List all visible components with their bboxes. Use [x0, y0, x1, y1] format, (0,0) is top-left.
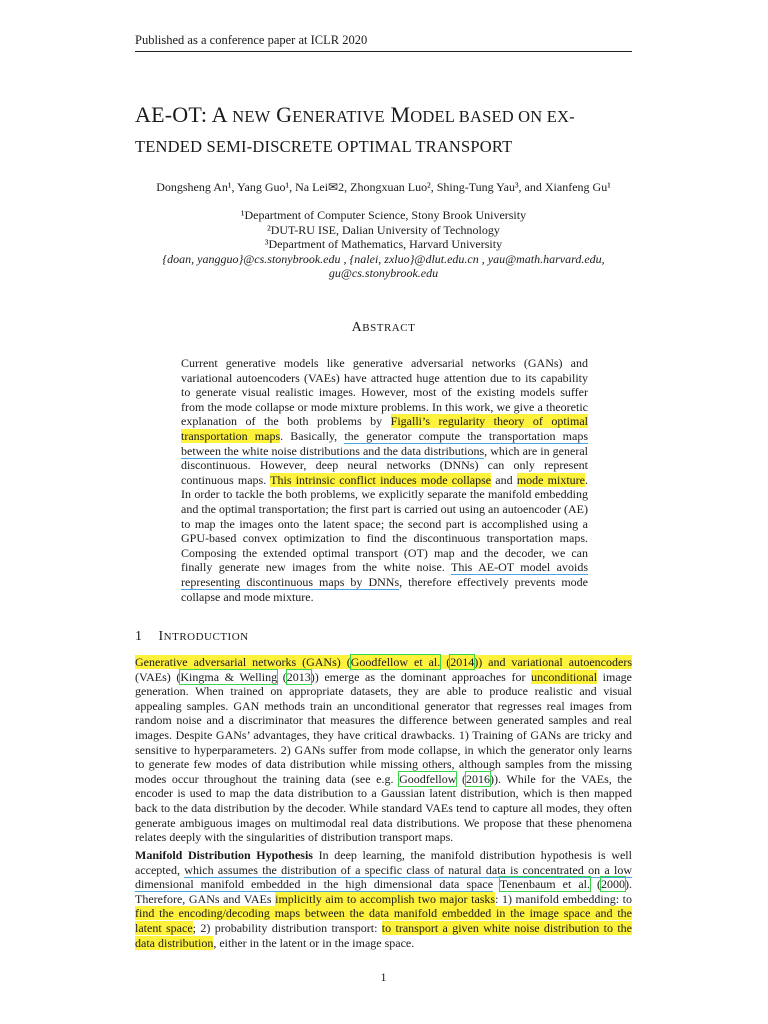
intro-paragraph: Generative adversarial networks (GANs) (Goodfellow et al. (2014)) and variational autoencoders (VAEs) (Kingma & Welling (2013)) emerge as the dominant approaches for unconditional image generation. When trained on appropriate datasets, they are able to produce realistic and visual appealing samples. GAN methods train an unconditional generator that regresses real images from random noise and a discriminator that measures the difference between generated samples and real images. Despite GANs’ advantages, they have critical drawbacks. 1) Training of GANs are tricky and sensitive to hyperparameters. 2) GANs suffer from mode collapse, in which the generator only learns to generate few modes of data distribution while missing others, although samples from the missing modes occur throughout the training data (see e.g. Goodfellow (2016)). While for the VAEs, the encoder is used to map the data distribution to a Gaussian latent distribution, which is then mapped back to the data distribution by the decoder. While standard VAEs tend to capture all modes, they often generate ambiguous images on multimodal real data distributions. We propose that these phenomena relates deeply with the singularities of distribution transport maps. [135, 655, 632, 845]
highlight: find the encoding/decoding maps between the data manifold embedded in the image space and the latent space [135, 906, 632, 935]
title-line-1: AE-OT: A NEW GENERATIVE MODEL BASED ON EX- [135, 102, 575, 127]
affiliations [135, 208, 632, 281]
running-header: Published as a conference paper at ICLR 2020 [135, 33, 368, 47]
citation-link[interactable]: 2000 [601, 877, 625, 892]
citation-link[interactable]: 2014 [450, 655, 475, 669]
affiliation-1: ¹Department of Computer Science, Stony Brook University [240, 208, 527, 222]
highlight: mode mixture [516, 472, 585, 487]
section-heading-introduction: 1 INTRODUCTION [135, 629, 249, 644]
author-list: Dongsheng An¹, Yang Guo¹, Na Lei✉2, Zhongxuan Luo², Shing-Tung Yau³, and Xianfeng Gu¹ [156, 180, 611, 194]
affiliation-3: ³Department of Mathematics, Harvard University [264, 237, 503, 251]
underline-annotation: This AE-OT model avoids representing discontinuous maps by DNNs [181, 560, 588, 589]
highlight: This intrinsic conflict induces mode collapse [270, 472, 492, 487]
citation-link[interactable]: 2016 [466, 771, 491, 786]
citation-link[interactable]: Goodfellow [399, 771, 457, 786]
highlight: unconditional [531, 669, 598, 684]
underline-annotation: the generator compute the transportation maps between the white noise distributions and the data distributions [181, 428, 589, 458]
abstract-body: Current generative models like generative adversarial networks (GANs) and variational autoencoders (VAEs) have attracted huge attention due to its capability to generate visual realistic images. However, most of the existing models suffer from the mode collapse or mode mixture problems. In this work, we give a theoretic explanation of the both problems by Figalli’s regularity theory of optimal transportation maps. Basically, the generator compute the transportation maps between the white noise distributions and the data distributions, which are in general discontinuous. However, deep neural networks (DNNs) can only represent continuous maps. This intrinsic conflict induces mode collapse and mode mixture. In order to tackle the both problems, we explicitly separate the manifold embedding and the optimal transportation; the first part is carried out using an autoencoder (AE) to map the images onto the latent space; the second part is accomplished using a GPU-based convex optimization to find the discontinuous transportation maps. Composing the extended optimal transport (OT) map and the decoder, we can finally generate new images from the white noise. This AE-OT model avoids representing discontinuous maps by DNNs, therefore effectively prevents mode collapse and mode mixture. [181, 356, 589, 604]
paragraph-heading: Manifold Distribution Hypothesis [135, 848, 313, 862]
highlight: to transport a given white noise distribution to the data distribution [135, 920, 632, 950]
manifold-paragraph: Manifold Distribution Hypothesis In deep learning, the manifold distribution hypothesis is well accepted, which assumes the distribution of a specific class of natural data is concentrated on a low dimensional manifold embedded in the high dimensional data space Tenenbaum et al. (2000). Therefore, GANs and VAEs implicitly aim to accomplish two major tasks: 1) manifold embedding: to find the encoding/decoding maps between the data manifold embedded in the image space and the latent space; 2) probability distribution transport: to transport a given white noise distribution to the data distribution, either in the latent or in the image space. [135, 848, 633, 950]
abstract-heading: ABSTRACT [351, 320, 416, 335]
page-number: 1 [380, 970, 387, 984]
paper-title [135, 100, 645, 162]
email-line-1[interactable]: {doan, yangguo}@cs.stonybrook.edu , {nalei, zxluo}@dlut.edu.cn , yau@math.harvard.edu, [162, 251, 605, 266]
title-line-2: TENDED SEMI-DISCRETE OPTIMAL TRANSPORT [135, 137, 513, 156]
underline-annotation: which assumes the distribution of a specific class of natural data is concentrated on a low dimensional manifold embedded in the high dimensional data space [135, 862, 633, 892]
highlight: implicitly aim to accomplish two major tasks [275, 891, 496, 906]
header-rule [135, 51, 632, 52]
affiliation-2: ²DUT-RU ISE, Dalian University of Technology [267, 222, 500, 237]
citation-link[interactable]: Kingma & Welling [180, 669, 278, 684]
email-line-2[interactable]: gu@cs.stonybrook.edu [328, 266, 439, 280]
highlight: Figalli’s regularity theory of optimal transportation maps [181, 414, 588, 443]
highlight: Generative adversarial networks (GANs) (Goodfellow et al. (2014)) and variational autoencoders [135, 655, 632, 669]
citation-link[interactable]: 2013 [286, 669, 311, 684]
citation-link[interactable]: Goodfellow et al. [350, 655, 441, 669]
citation-link[interactable]: Tenenbaum et al. [499, 877, 590, 892]
